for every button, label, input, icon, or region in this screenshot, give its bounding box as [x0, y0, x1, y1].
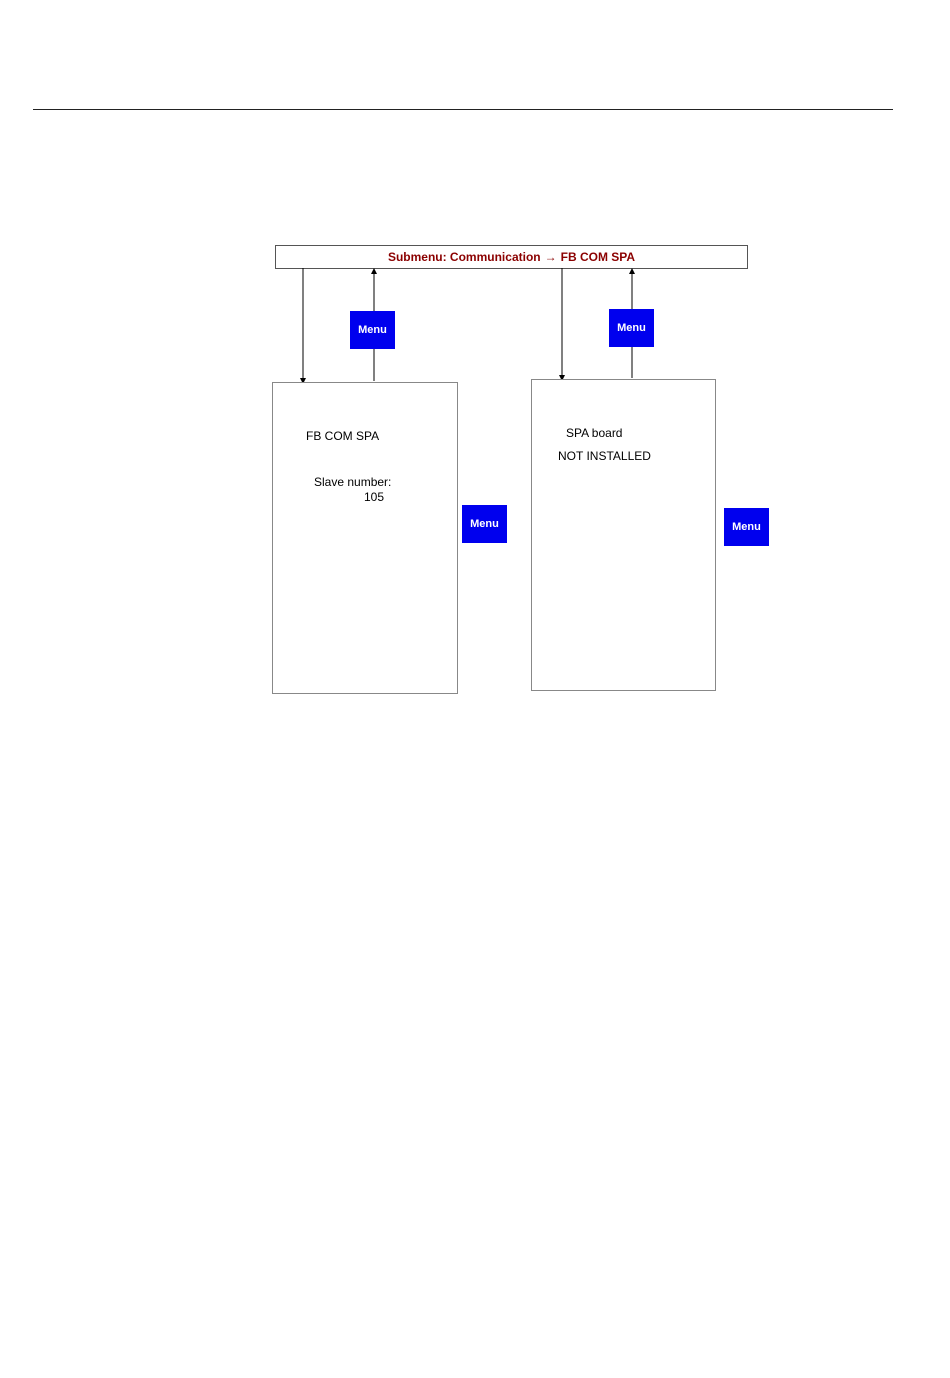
panel-right-heading: SPA board — [566, 426, 623, 440]
submenu-title-left: Submenu: Communication — [387, 250, 541, 264]
panel-left-heading: FB COM SPA — [306, 429, 380, 443]
slave-number-label: Slave number: — [314, 475, 392, 489]
submenu-title-right: FB COM SPA — [560, 250, 636, 264]
slave-number-value: 105 — [364, 490, 385, 504]
menu-button-side-left[interactable]: Menu — [462, 505, 507, 543]
panel-spa-board — [531, 379, 716, 691]
menu-button-side-right[interactable]: Menu — [724, 508, 769, 546]
menu-button-up-left[interactable]: Menu — [350, 311, 395, 349]
arrow-right-icon: → — [544, 250, 557, 264]
spa-board-status: NOT INSTALLED — [558, 449, 651, 463]
menu-button-up-right[interactable]: Menu — [609, 309, 654, 347]
